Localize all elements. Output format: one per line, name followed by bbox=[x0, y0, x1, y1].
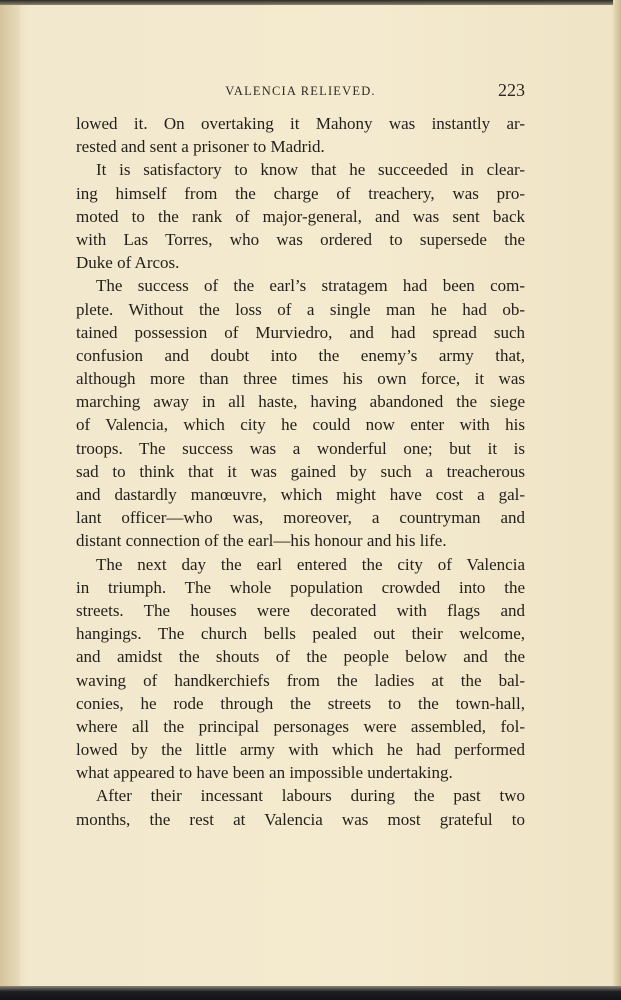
text-line: marching away in all haste, having abandoned the siege bbox=[76, 392, 525, 412]
page-number: 223 bbox=[498, 80, 525, 100]
paragraph-first-line: It is satisfactory to know that he succeeded in clear- bbox=[96, 160, 525, 180]
text-line: confusion and doubt into the enemy’s army that, bbox=[76, 345, 525, 365]
paragraph-first-line: After their incessant labours during the past two bbox=[96, 786, 525, 806]
text-line: and dastardly manœuvre, which might have cost a gal- bbox=[76, 485, 525, 504]
text-line: moted to the rank of major-general, and was sent back bbox=[76, 206, 525, 226]
text-line: lant officer—who was, moreover, a countryman and bbox=[76, 508, 525, 528]
text-line: with Las Torres, who was ordered to supersede the bbox=[76, 229, 525, 249]
top-edge bbox=[0, 0, 621, 5]
bottom-edge bbox=[0, 986, 621, 1000]
page-gutter-shadow bbox=[0, 0, 20, 1000]
text-line: tained possession of Murviedro, and had spread such bbox=[76, 322, 525, 342]
running-head: VALENCIA RELIEVED. bbox=[225, 84, 376, 98]
text-line: plete. Without the loss of a single man he had ob- bbox=[76, 299, 525, 319]
text-line: waving of handkerchiefs from the ladies at the bal- bbox=[76, 670, 525, 690]
text-line: what appeared to have been an impossible undertaking. bbox=[76, 763, 453, 783]
right-page-edge bbox=[613, 0, 621, 1000]
text-line: although more than three times his own force, it was bbox=[76, 369, 525, 389]
text-line: sad to think that it was gained by such a treacherous bbox=[76, 461, 525, 481]
text-line: distant connection of the earl—his honour and his life. bbox=[76, 531, 447, 551]
text-line: of Valencia, which city he could now enter with his bbox=[76, 415, 525, 435]
page-header bbox=[76, 80, 525, 104]
text-line: lowed by the little army with which he had performed bbox=[76, 740, 525, 760]
text-line: in triumph. The whole population crowded into the bbox=[76, 577, 525, 597]
text-line: hangings. The church bells pealed out their welcome, bbox=[76, 624, 525, 644]
text-line: streets. The houses were decorated with flags and bbox=[76, 600, 525, 620]
text-line: ing himself from the charge of treachery, was pro- bbox=[76, 183, 525, 203]
text-line: months, the rest at Valencia was most grateful to bbox=[76, 809, 525, 829]
text-line: where all the principal personages were assembled, fol- bbox=[76, 716, 525, 736]
body-text bbox=[76, 112, 525, 831]
text-line: troops. The success was a wonderful one; but it is bbox=[76, 438, 525, 458]
paragraph-first-line: The success of the earl’s stratagem had been com- bbox=[96, 276, 525, 296]
text-line: conies, he rode through the streets to the town-hall, bbox=[76, 693, 525, 713]
text-line: Duke of Arcos. bbox=[76, 253, 180, 273]
text-line: and amidst the shouts of the people below and the bbox=[76, 647, 525, 667]
paragraph-first-line: The next day the earl entered the city of Valencia bbox=[96, 554, 525, 574]
text-line: lowed it. On overtaking it Mahony was instantly ar- bbox=[76, 114, 525, 133]
text-line: rested and sent a prisoner to Madrid. bbox=[76, 137, 325, 157]
